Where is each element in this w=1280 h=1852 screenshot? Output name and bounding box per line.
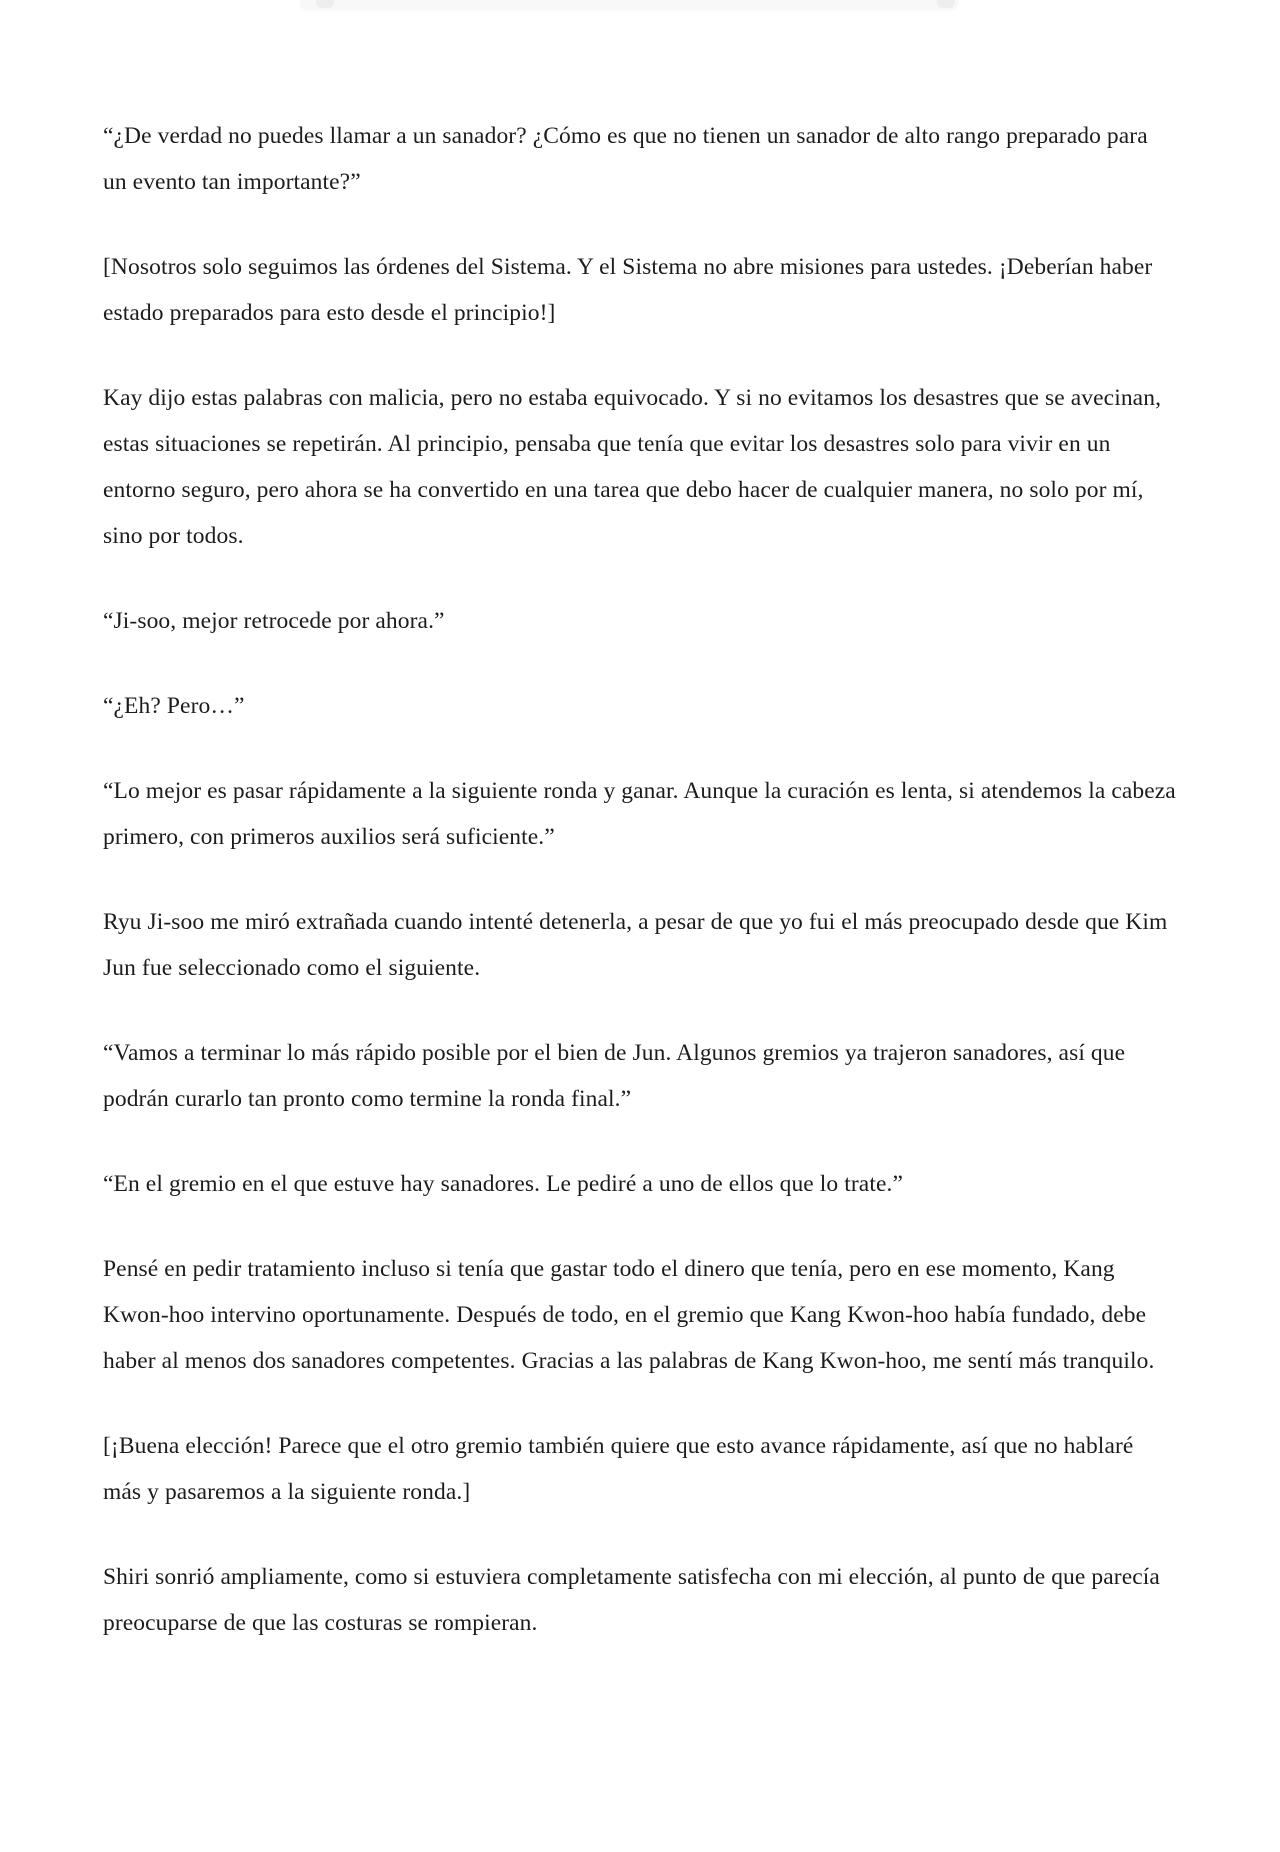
toolbar-left-corner-shade — [316, 0, 334, 8]
paragraph: “¿Eh? Pero…” — [103, 693, 245, 719]
toolbar-right-corner-shade — [937, 0, 955, 8]
paragraph: Shiri sonrió ampliamente, como si estuviera completamente satisfecha con mi elección, al punto de que parecía preocuparse de que las costuras se rompieran. — [103, 1564, 1160, 1636]
paragraph: “Lo mejor es pasar rápidamente a la siguiente ronda y ganar. Aunque la curación es lenta, si atendemos la cabeza primero, con primeros auxilios será suficiente.” — [103, 778, 1176, 850]
reader-page — [103, 0, 1177, 1646]
paragraph: [Nosotros solo seguimos las órdenes del Sistema. Y el Sistema no abre misiones para ustedes. ¡Deberían haber estado preparados para esto desde el principio!] — [103, 254, 1153, 326]
paragraph: “¿De verdad no puedes llamar a un sanador? ¿Cómo es que no tienen un sanador de alto rango preparado para un evento tan importante?” — [103, 123, 1148, 195]
paragraph: Pensé en pedir tratamiento incluso si tenía que gastar todo el dinero que tenía, pero en ese momento, Kang Kwon-hoo intervino oportunamente. Después de todo, en el gremio que Kang Kwon-hoo había fundado, debe haber al menos dos sanadores competentes. Gracias a las palabras de Kang Kwon-hoo, me sentí más tranquilo. — [103, 1256, 1155, 1374]
paragraph: Kay dijo estas palabras con malicia, pero no estaba equivocado. Y si no evitamos los desastres que se avecinan, estas situaciones se repetirán. Al principio, pensaba que tenía que evitar los desastres solo para vivir en un entorno seguro, pero ahora se ha convertido en una tarea que debo hacer de cualquier manera, no solo por mí, sino por todos. — [103, 385, 1162, 549]
chapter-text — [103, 113, 1177, 1646]
paragraph: [¡Buena elección! Parece que el otro gremio también quiere que esto avance rápidamente, así que no hablaré más y pasaremos a la siguiente ronda.] — [103, 1433, 1134, 1505]
floating-toolbar-edge[interactable] — [300, 0, 958, 9]
paragraph: Ryu Ji-soo me miró extrañada cuando intenté detenerla, a pesar de que yo fui el más preocupado desde que Kim Jun fue seleccionado como el siguiente. — [103, 909, 1168, 981]
paragraph: “Vamos a terminar lo más rápido posible por el bien de Jun. Algunos gremios ya trajeron sanadores, así que podrán curarlo tan pronto como termine la ronda final.” — [103, 1040, 1126, 1112]
paragraph: “Ji-soo, mejor retrocede por ahora.” — [103, 608, 445, 634]
paragraph: “En el gremio en el que estuve hay sanadores. Le pediré a uno de ellos que lo trate.” — [103, 1171, 904, 1197]
